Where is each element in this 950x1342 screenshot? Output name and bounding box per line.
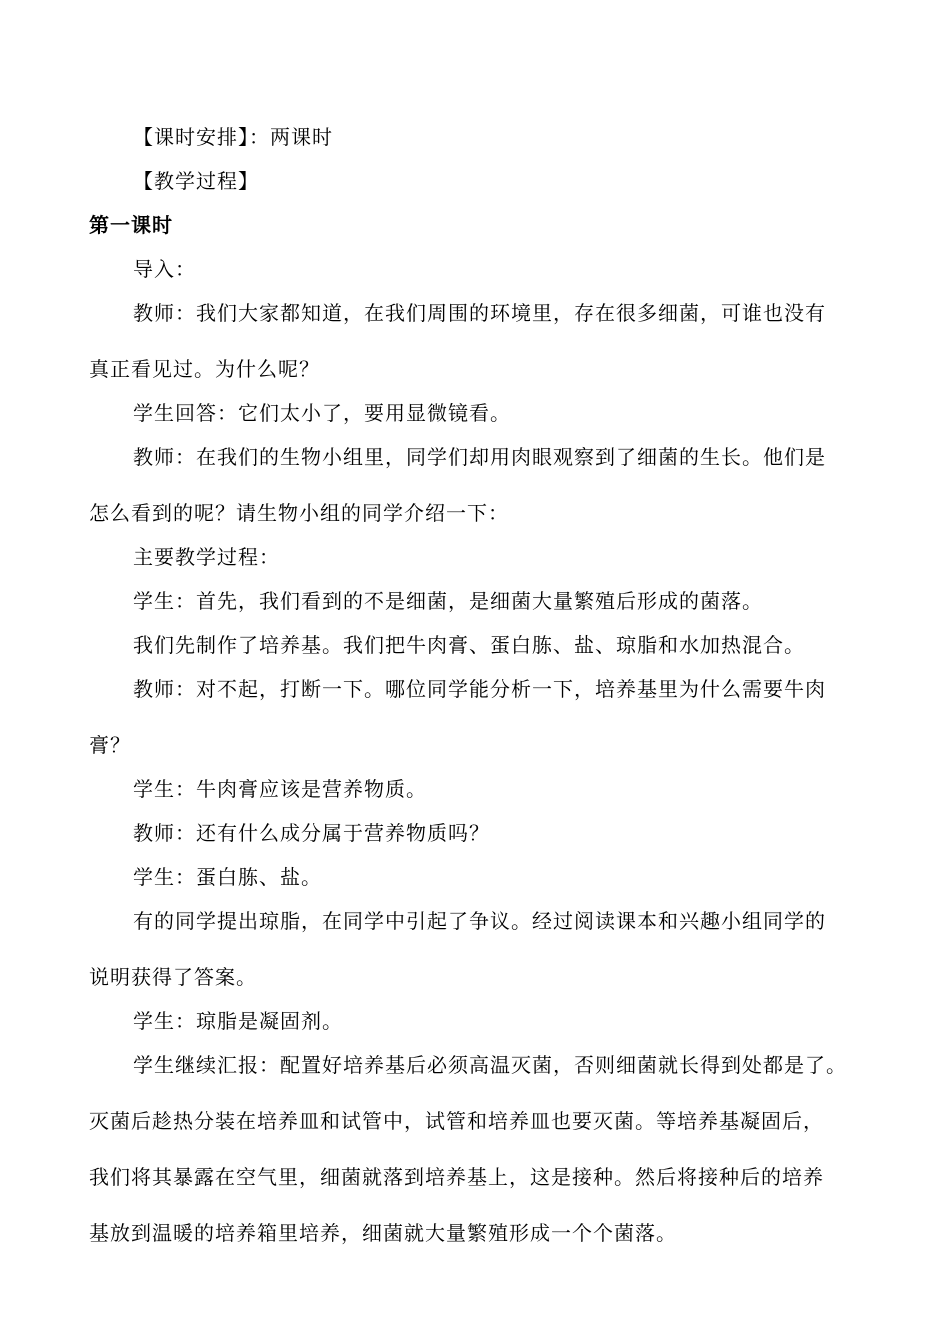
paragraph: 学生：牛肉膏应该是营养物质。 <box>133 777 427 801</box>
document-body <box>89 121 864 1249</box>
paragraph-continuation: 灭菌后趁热分装在培养皿和试管中，试管和培养皿也要灭菌。等培养基凝固后， <box>89 1109 824 1133</box>
first-lesson-heading: 第一课时 <box>89 213 173 237</box>
paragraph-continuation: 真正看见过。为什么呢？ <box>89 357 320 381</box>
intro-label: 导入： <box>133 257 196 281</box>
paragraph: 学生回答：它们太小了，要用显微镜看。 <box>133 401 511 425</box>
schedule-line: 【课时安排】：两课时 <box>133 125 333 149</box>
paragraph: 教师：在我们的生物小组里，同学们却用肉眼观察到了细菌的生长。他们是 <box>133 445 826 469</box>
paragraph: 学生：首先，我们看到的不是细菌，是细菌大量繁殖后形成的菌落。 <box>133 589 763 613</box>
main-process-label: 主要教学过程： <box>133 545 280 569</box>
paragraph-continuation: 我们将其暴露在空气里，细菌就落到培养基上，这是接种。然后将接种后的培养 <box>89 1165 824 1189</box>
paragraph-continuation: 说明获得了答案。 <box>89 965 257 989</box>
paragraph: 我们先制作了培养基。我们把牛肉膏、蛋白胨、盐、琼脂和水加热混合。 <box>133 633 805 657</box>
paragraph: 学生继续汇报：配置好培养基后必须高温灭菌，否则细菌就长得到处都是了。 <box>133 1053 847 1077</box>
paragraph: 教师：对不起，打断一下。哪位同学能分析一下，培养基里为什么需要牛肉 <box>133 677 826 701</box>
paragraph-continuation: 怎么看到的呢？请生物小组的同学介绍一下： <box>89 501 509 525</box>
paragraph: 学生：蛋白胨、盐。 <box>133 865 322 889</box>
paragraph: 教师：还有什么成分属于营养物质吗？ <box>133 821 490 845</box>
paragraph: 学生：琼脂是凝固剂。 <box>133 1009 343 1033</box>
paragraph-continuation: 膏？ <box>89 733 131 757</box>
process-heading: 【教学过程】 <box>133 169 259 193</box>
paragraph: 有的同学提出琼脂，在同学中引起了争议。经过阅读课本和兴趣小组同学的 <box>133 909 826 933</box>
paragraph: 教师：我们大家都知道，在我们周围的环境里，存在很多细菌，可谁也没有 <box>133 301 826 325</box>
paragraph-continuation: 基放到温暖的培养箱里培养，细菌就大量繁殖形成一个个菌落。 <box>89 1221 677 1245</box>
